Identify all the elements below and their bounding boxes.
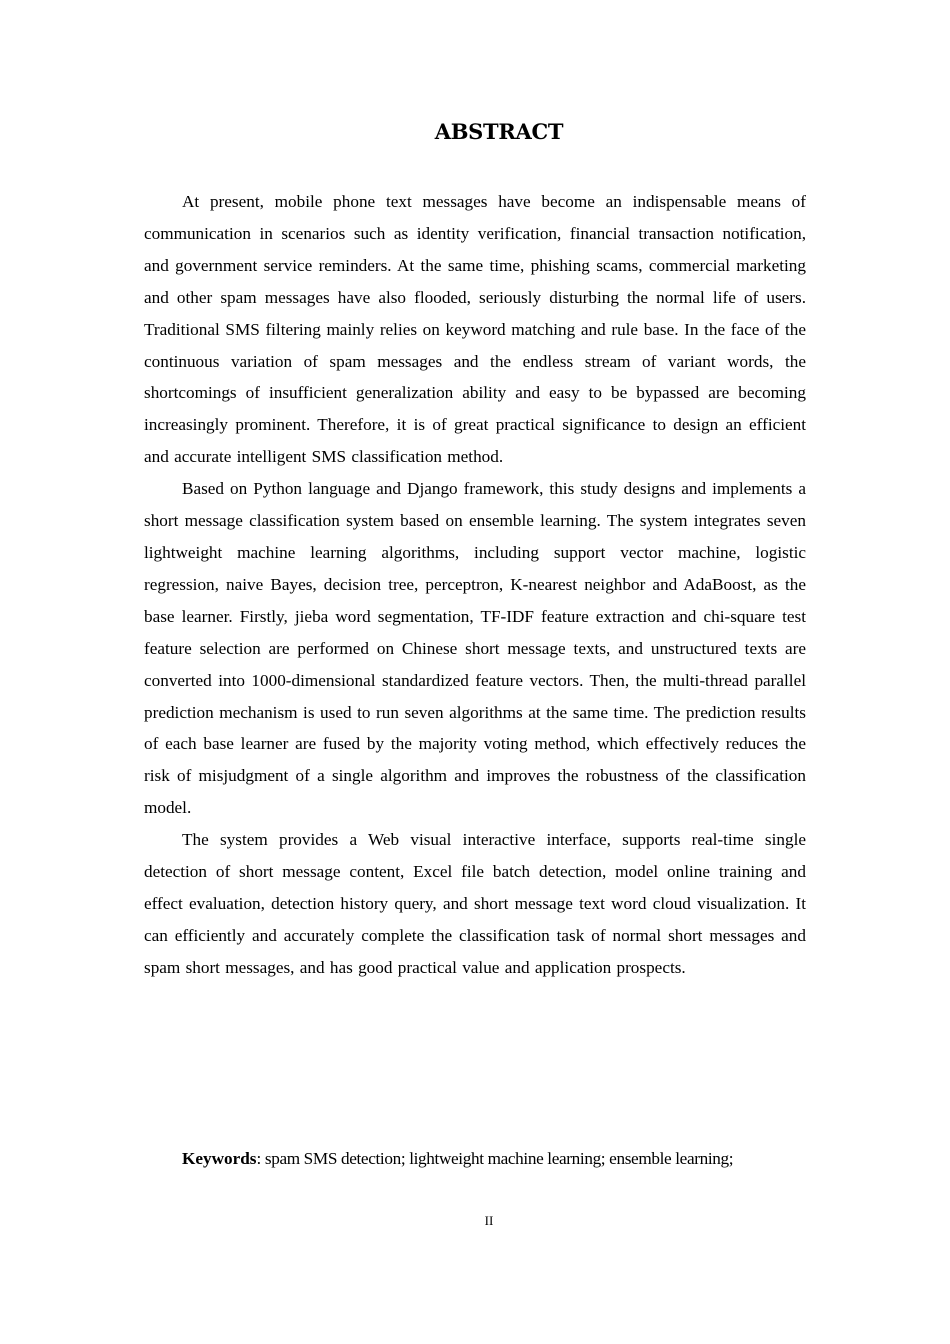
page-number: II [484, 1213, 494, 1228]
abstract-paragraph-1: At present, mobile phone text messages have become an indispensable means of communication in scenarios such as identity verification, financial transaction notification, and government service reminders. At the same time, phishing scams, commercial marketing and other spam messages have also flooded, seriously disturbing the normal life of users. Traditional SMS filtering mainly relies on keyword matching and rule base. In the face of the continuous variation of spam messages and the endless stream of variant words, the shortcomings of insufficient generalization ability and easy to be bypassed are becoming increasingly prominent. Therefore, it is of great practical significance to design an efficient and accurate intelligent SMS classification method. [144, 192, 806, 467]
keywords-label: Keywords [182, 1149, 257, 1168]
abstract-paragraph-3: The system provides a Web visual interactive interface, supports real-time single detection of short message content, Excel file batch detection, model online training and effect evaluation, detection history query, and short message text word cloud visualization. It can efficiently and accurately complete the classification task of normal short messages and spam short messages, and has good practical value and application prospects. [144, 830, 806, 977]
keywords-list: : spam SMS detection; lightweight machine learning; ensemble learning; [256, 1149, 734, 1168]
abstract-paragraph-2: Based on Python language and Django framework, this study designs and implements a short message classification system based on ensemble learning. The system integrates seven lightweight machine learning algorithms, including support vector machine, logistic regression, naive Bayes, decision tree, perceptron, K-nearest neighbor and AdaBoost, as the base learner. Firstly, jieba word segmentation, TF-IDF feature extraction and chi-square test feature selection are performed on Chinese short message texts, and unstructured texts are converted into 1000-dimensional standardized feature vectors. Then, the multi-thread parallel prediction mechanism is used to run seven algorithms at the same time. The prediction results of each base learner are fused by the majority voting method, which effectively reduces the risk of misjudgment of a single algorithm and improves the robustness of the classification model. [144, 479, 806, 818]
abstract-heading: ABSTRACT [434, 119, 564, 144]
abstract-body [144, 186, 806, 984]
keywords-line [144, 1143, 806, 1175]
